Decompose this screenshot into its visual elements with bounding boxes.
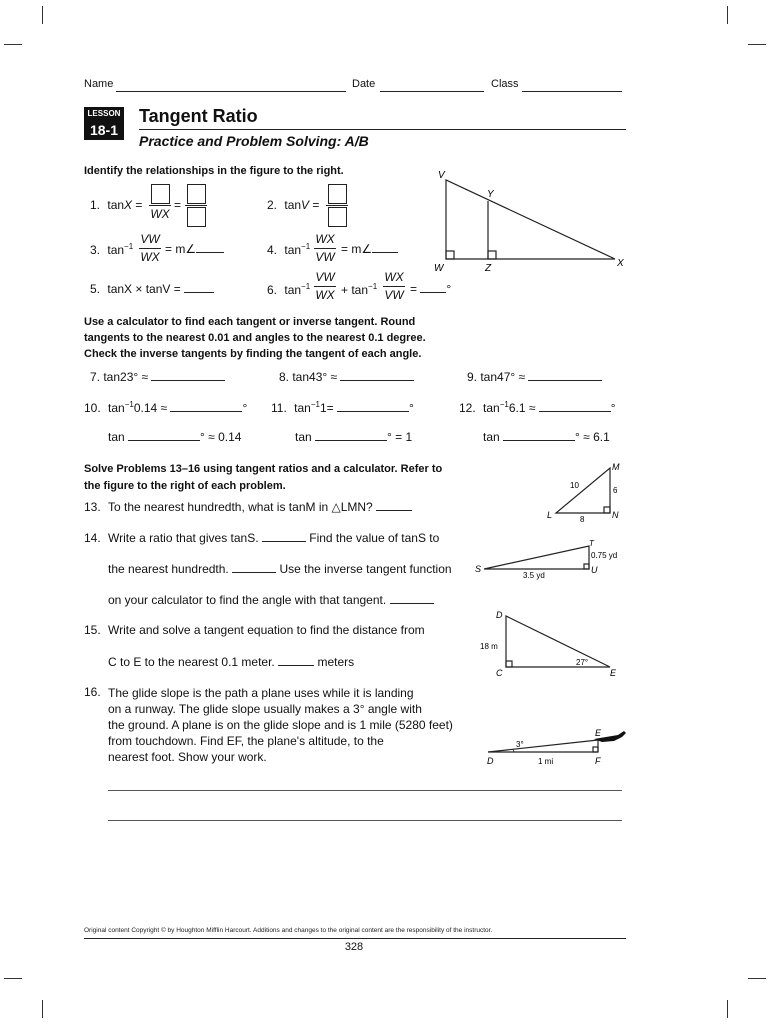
degree-symbol: ° xyxy=(610,401,616,415)
label-l: L xyxy=(547,510,553,520)
problem-9 xyxy=(467,370,602,384)
problem-6-frac2-num: WX xyxy=(384,270,404,284)
problem-4-number: 4. xyxy=(267,243,278,257)
problem-1-denominator: WX xyxy=(150,207,170,221)
problem-2-number: 2. xyxy=(267,198,278,212)
problem-7 xyxy=(90,370,225,384)
label-side: 0.75 yd xyxy=(591,551,618,560)
answer-box[interactable] xyxy=(151,184,170,204)
figure-triangle-vwx xyxy=(430,166,630,276)
answer-box[interactable] xyxy=(187,184,206,204)
problem-4-suffix-text: = m∠ xyxy=(341,242,373,256)
right-angle-mark xyxy=(446,251,454,259)
degree-symbol: ° xyxy=(408,401,414,415)
problem-16-line: nearest foot. Show your work. xyxy=(108,750,267,764)
check-12-value: ° ≈ 6.1 xyxy=(575,430,610,444)
answer-blank[interactable] xyxy=(262,541,306,542)
inverse-sup: −1 xyxy=(368,282,378,291)
label-e: E xyxy=(610,668,617,678)
problem-4-suffix xyxy=(341,242,398,256)
class-field[interactable] xyxy=(522,91,622,92)
problem-6-plus-text: + tan xyxy=(341,283,369,297)
answer-blank[interactable] xyxy=(503,440,575,441)
label-base: 8 xyxy=(580,515,585,524)
problem-12-prefix: tan xyxy=(483,401,500,415)
problem-3-numerator: VW xyxy=(140,232,160,246)
class-label: Class xyxy=(491,78,519,90)
right-angle-mark xyxy=(506,661,512,667)
inverse-sup: −1 xyxy=(124,242,134,251)
problem-3-suffix-text: = m∠ xyxy=(165,242,197,256)
problem-14-line-2 xyxy=(108,562,452,576)
problem-3-suffix xyxy=(165,242,224,256)
problem-15-number: 15. xyxy=(84,623,101,637)
check-11 xyxy=(295,430,412,444)
problem-10-number: 10. xyxy=(84,401,101,415)
date-field[interactable] xyxy=(380,91,484,92)
answer-blank[interactable] xyxy=(340,380,414,381)
answer-blank[interactable] xyxy=(376,510,412,511)
label-d: D xyxy=(487,756,494,766)
answer-blank[interactable] xyxy=(390,603,434,604)
check-11-value: ° = 1 xyxy=(387,430,413,444)
problem-13-text: To the nearest hundredth, what is tanM in △LMN? xyxy=(108,500,373,514)
right-angle-mark xyxy=(488,251,496,259)
label-dist: 1 mi xyxy=(538,757,554,766)
crop-mark xyxy=(727,1000,728,1018)
label-angle: 3° xyxy=(516,740,524,749)
problem-3-denominator: WX xyxy=(140,250,160,264)
problem-13 xyxy=(84,500,412,514)
answer-blank[interactable] xyxy=(278,665,314,666)
footer-rule xyxy=(84,938,626,939)
label-hyp: 10 xyxy=(570,481,579,490)
problem-1-number: 1. xyxy=(90,198,101,212)
problem-11 xyxy=(271,400,414,415)
answer-box[interactable] xyxy=(187,207,206,227)
label-leg: 6 xyxy=(613,486,618,495)
answer-blank[interactable] xyxy=(372,252,398,253)
problem-15-line-2 xyxy=(108,655,354,669)
work-line[interactable] xyxy=(108,820,622,821)
problem-6-frac2-den: VW xyxy=(384,288,404,302)
problem-6-number: 6. xyxy=(267,283,278,297)
section2-instructions-2: tangents to the nearest 0.01 and angles to the nearest 0.1 degree. xyxy=(84,332,426,344)
problem-14-text-1b: Find the value of tanS to xyxy=(309,531,440,545)
problem-15-text-2a: C to E to the nearest 0.1 meter. xyxy=(108,655,275,669)
crop-mark xyxy=(727,6,728,24)
inverse-sup: −1 xyxy=(301,242,311,251)
section3-instructions-2: the figure to the right of each problem. xyxy=(84,480,286,492)
problem-6-answer xyxy=(410,282,451,296)
figure-triangle-stu xyxy=(472,538,630,584)
crop-mark xyxy=(4,44,22,45)
problem-16-line: from touchdown. Find EF, the plane's altitude, to the xyxy=(108,734,384,748)
figure-triangle-cde xyxy=(478,606,628,680)
answer-blank[interactable] xyxy=(232,572,276,573)
problem-4-numerator: WX xyxy=(315,232,335,246)
problem-3-number: 3. xyxy=(90,243,101,257)
problem-10 xyxy=(84,400,247,415)
problem-10-prefix: tan xyxy=(108,401,125,415)
problem-14-text-2: the nearest hundredth. xyxy=(108,562,229,576)
problem-15-line-1 xyxy=(84,623,425,637)
problem-14-line-3 xyxy=(108,593,434,607)
problem-6-prefix: tan xyxy=(284,283,302,297)
problem-1-var: X xyxy=(124,198,133,212)
problem-8 xyxy=(279,370,414,384)
answer-blank[interactable] xyxy=(184,292,214,293)
problem-15-text-2b: meters xyxy=(317,655,355,669)
answer-box[interactable] xyxy=(328,207,347,227)
name-label: Name xyxy=(84,78,114,90)
problem-9-text: 9. tan47° ≈ xyxy=(467,370,526,384)
label-side: 18 m xyxy=(480,642,498,651)
problem-11-number: 11. xyxy=(271,401,287,415)
fraction-bar xyxy=(149,205,171,206)
label-z: Z xyxy=(485,263,492,274)
label-angle: 27° xyxy=(576,658,589,667)
problem-5 xyxy=(90,282,214,296)
right-angle-mark xyxy=(593,747,598,752)
crop-mark xyxy=(748,978,766,979)
section2-instructions-1: Use a calculator to find each tangent or inverse tangent. Round xyxy=(84,316,416,328)
check-tan-label: tan xyxy=(108,430,125,444)
crop-mark xyxy=(42,1000,43,1018)
inverse-sup: −1 xyxy=(301,282,311,291)
right-angle-mark xyxy=(604,507,610,513)
degree-symbol: ° xyxy=(446,282,452,296)
degree-symbol: ° xyxy=(242,401,248,415)
work-line[interactable] xyxy=(108,790,622,791)
problem-1-eq: = xyxy=(135,198,143,212)
problem-7-text: 7. tan23° ≈ xyxy=(90,370,149,384)
problem-11-prefix: tan xyxy=(294,401,311,415)
inverse-sup: −1 xyxy=(124,400,134,409)
check-tan-label: tan xyxy=(483,430,500,444)
problem-14-text-3: on your calculator to find the angle with that tangent. xyxy=(108,593,387,607)
problem-5-text: tanX × tanV = xyxy=(107,282,181,296)
problem-6-frac1-den: WX xyxy=(315,288,335,302)
problem-13-number: 13. xyxy=(84,500,101,514)
problem-2 xyxy=(267,198,319,212)
label-u: U xyxy=(591,565,598,575)
label-t: T xyxy=(589,539,594,548)
fraction-bar xyxy=(326,205,348,206)
name-field[interactable] xyxy=(116,91,346,92)
equals-sign: = xyxy=(174,198,182,212)
answer-blank[interactable] xyxy=(170,411,242,412)
problem-5-number: 5. xyxy=(90,282,101,296)
problem-16-line: the ground. A plane is on the glide slope and is 1 mile (5280 feet) xyxy=(108,718,453,732)
label-d: D xyxy=(496,610,503,620)
fraction-bar xyxy=(139,248,161,249)
check-12 xyxy=(483,430,610,444)
problem-6-eq: = xyxy=(410,282,418,296)
problem-11-value: 1= xyxy=(319,401,334,415)
problem-16-number: 16. xyxy=(84,685,101,699)
crop-mark xyxy=(748,44,766,45)
label-s: S xyxy=(475,564,482,574)
crop-mark xyxy=(4,978,22,979)
problem-12-number: 12. xyxy=(459,401,476,415)
problem-8-text: 8. tan43° ≈ xyxy=(279,370,338,384)
problem-2-var: V xyxy=(301,198,310,212)
problem-16-line: on a runway. The glide slope usually makes a 3° angle with xyxy=(108,702,422,716)
label-f: F xyxy=(595,756,601,766)
problem-4 xyxy=(267,242,310,257)
problem-1 xyxy=(90,198,142,212)
date-label: Date xyxy=(352,78,376,90)
problem-6-frac1-num: VW xyxy=(315,270,335,284)
triangle-vwx xyxy=(446,180,615,259)
figure-triangle-lmn xyxy=(540,460,630,526)
answer-blank[interactable] xyxy=(196,252,224,253)
page-subtitle: Practice and Problem Solving: A/B xyxy=(139,133,369,149)
problem-3 xyxy=(90,242,133,257)
problem-2-prefix: tan xyxy=(284,198,302,212)
check-tan-label: tan xyxy=(295,430,312,444)
label-c: C xyxy=(496,668,503,678)
copyright-note: Original content Copyright © by Houghton Mifflin Harcourt. Additions and changes to the original content are the responsibility of the instructor. xyxy=(84,927,493,934)
section1-instructions: Identify the relationships in the figure to the right. xyxy=(84,165,344,177)
answer-blank[interactable] xyxy=(151,380,225,381)
figure-glide-slope xyxy=(478,722,628,768)
problem-14-text-1: Write a ratio that gives tanS. xyxy=(108,531,259,545)
problem-2-eq: = xyxy=(312,198,320,212)
label-y: Y xyxy=(487,189,494,200)
problem-4-prefix: tan xyxy=(284,243,302,257)
fraction-bar xyxy=(383,286,405,287)
label-x: X xyxy=(617,258,624,269)
problem-4-denominator: VW xyxy=(315,250,335,264)
label-v: V xyxy=(438,170,445,181)
title-rule xyxy=(139,129,626,130)
lesson-badge-label: LESSON xyxy=(87,109,121,118)
problem-12-value: 6.1 ≈ xyxy=(508,401,536,415)
lesson-number: 18-1 xyxy=(89,122,119,138)
label-m: M xyxy=(612,462,620,472)
answer-box[interactable] xyxy=(328,184,347,204)
problem-14-text-2b: Use the inverse tangent function xyxy=(279,562,452,576)
section2-instructions-3: Check the inverse tangents by finding the tangent of each angle. xyxy=(84,348,422,360)
problem-1-prefix: tan xyxy=(107,198,125,212)
lesson-badge xyxy=(84,107,124,140)
problem-14-number: 14. xyxy=(84,531,101,545)
label-n: N xyxy=(612,510,619,520)
label-w: W xyxy=(434,263,444,274)
problem-16-text xyxy=(108,685,453,765)
problem-6-plus xyxy=(341,282,377,297)
problem-15-text-1: Write and solve a tangent equation to find the distance from xyxy=(108,623,425,637)
answer-blank[interactable] xyxy=(315,440,387,441)
answer-blank[interactable] xyxy=(539,411,611,412)
answer-blank[interactable] xyxy=(128,440,200,441)
fraction-bar xyxy=(314,248,336,249)
problem-12 xyxy=(459,400,616,415)
problem-16-line: The glide slope is the path a plane uses while it is landing xyxy=(108,686,414,700)
fraction-bar xyxy=(185,205,207,206)
label-base: 3.5 yd xyxy=(523,571,545,580)
section3-instructions-1: Solve Problems 13–16 using tangent ratios and a calculator. Refer to xyxy=(84,463,443,475)
answer-blank[interactable] xyxy=(528,380,602,381)
check-10 xyxy=(108,430,241,444)
problem-14-line-1 xyxy=(84,531,439,545)
crop-mark xyxy=(42,6,43,24)
label-e: E xyxy=(595,728,602,738)
check-10-value: ° ≈ 0.14 xyxy=(200,430,242,444)
page-title: Tangent Ratio xyxy=(139,106,258,126)
problem-3-prefix: tan xyxy=(107,243,125,257)
fraction-bar xyxy=(314,286,336,287)
answer-blank[interactable] xyxy=(420,292,446,293)
inverse-sup: −1 xyxy=(310,400,320,409)
page-number: 328 xyxy=(344,941,364,953)
answer-blank[interactable] xyxy=(337,411,409,412)
problem-6 xyxy=(267,282,310,297)
inverse-sup: −1 xyxy=(499,400,509,409)
problem-10-value: 0.14 ≈ xyxy=(133,401,168,415)
right-angle-mark xyxy=(584,564,589,569)
